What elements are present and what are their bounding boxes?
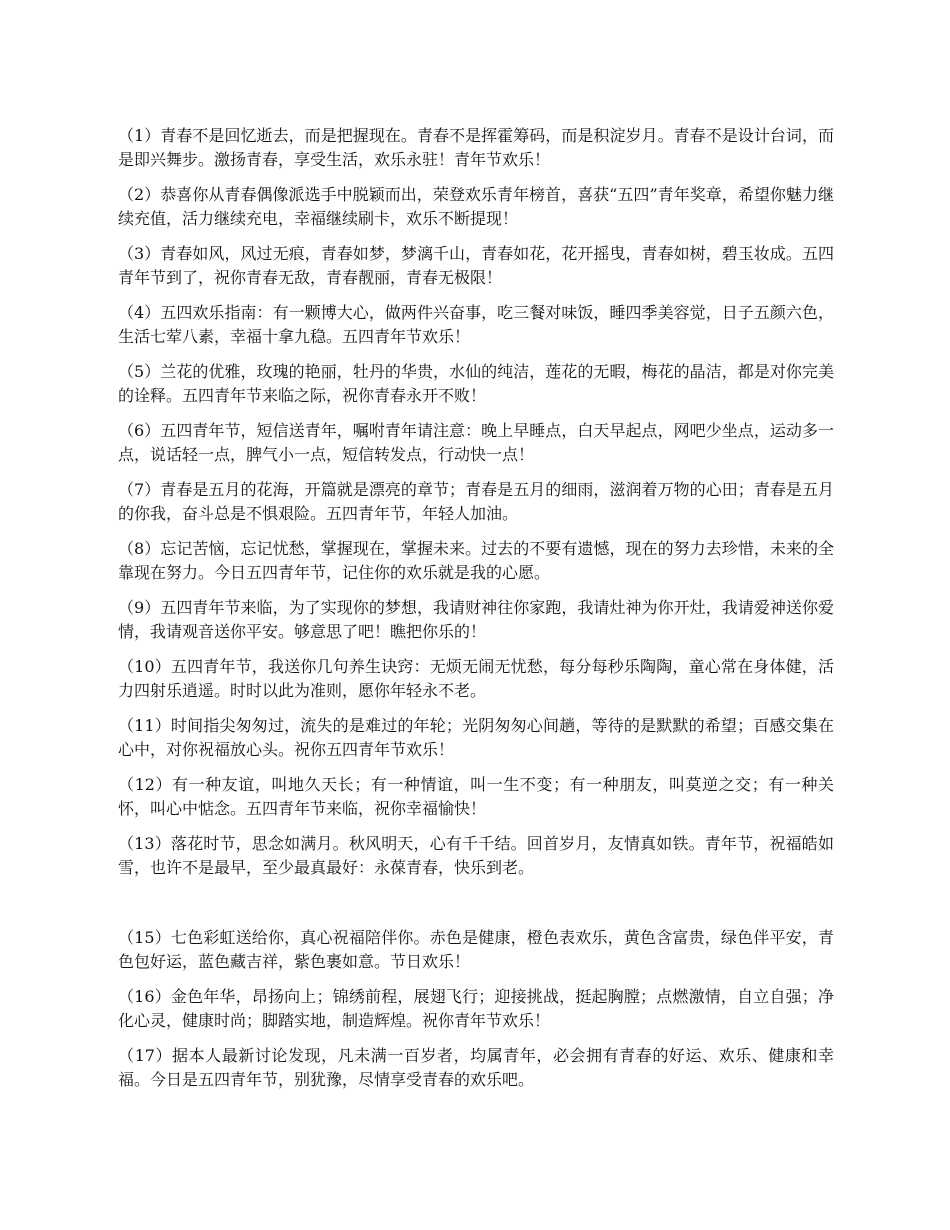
paragraph-5: （5）兰花的优雅，玫瑰的艳丽，牡丹的华贵，水仙的纯洁，莲花的无暇，梅花的晶洁，都是对你完美的诠释。五四青年节来临之际，祝你青春永开不败！ xyxy=(118,362,834,405)
paragraph-7: （7）青春是五月的花海，开篇就是漂亮的章节；青春是五月的细雨，滋润着万物的心田；青春是五月的你我，奋斗总是不惧艰险。五四青年节，年轻人加油。 xyxy=(118,480,834,523)
paragraph-6: （6）五四青年节，短信送青年，嘱咐青年请注意：晚上早睡点，白天早起点，网吧少坐点，运动多一点，说话轻一点，脾气小一点，短信转发点，行动快一点！ xyxy=(118,421,834,464)
paragraph-17: （17）据本人最新讨论发现，凡未满一百岁者，均属青年，必会拥有青春的好运、欢乐、健康和幸福。今日是五四青年节，别犹豫，尽情享受青春的欢乐吧。 xyxy=(118,1046,834,1089)
paragraph-9: （9）五四青年节来临，为了实现你的梦想，我请财神往你家跑，我请灶神为你开灶，我请爱神送你爱情，我请观音送你平安。够意思了吧！瞧把你乐的！ xyxy=(118,598,834,641)
paragraph-2: （2）恭喜你从青春偶像派选手中脱颖而出，荣登欢乐青年榜首，喜获“五四”青年奖章，希望你魅力继续充值，活力继续充电，幸福继续刷卡，欢乐不断提现！ xyxy=(118,185,834,228)
paragraph-10: （10）五四青年节，我送你几句养生诀窍：无烦无闹无忧愁，每分每秒乐陶陶，童心常在身体健，活力四射乐逍遥。时时以此为准则，愿你年轻永不老。 xyxy=(118,657,834,700)
document-page xyxy=(118,124,834,1103)
paragraph-11: （11）时间指尖匆匆过，流失的是难过的年轮；光阴匆匆心间趟，等待的是默默的希望；百感交集在心中，对你祝福放心头。祝你五四青年节欢乐！ xyxy=(118,716,834,759)
paragraph-12: （12）有一种友谊，叫地久天长；有一种情谊，叫一生不变；有一种朋友，叫莫逆之交；有一种关怀，叫心中惦念。五四青年节来临，祝你幸福愉快！ xyxy=(118,775,834,818)
paragraph-13: （13）落花时节，思念如满月。秋风明天，心有千千结。回首岁月，友情真如铁。青年节，祝福皓如雪，也许不是最早，至少最真最好：永葆青春，快乐到老。 xyxy=(118,834,834,877)
paragraph-15: （15）七色彩虹送给你，真心祝福陪伴你。赤色是健康，橙色表欢乐，黄色含富贵，绿色伴平安，青色包好运，蓝色藏吉祥，紫色裹如意。节日欢乐！ xyxy=(118,928,834,971)
paragraph-1: （1）青春不是回忆逝去，而是把握现在。青春不是挥霍筹码，而是积淀岁月。青春不是设计台词，而是即兴舞步。激扬青春，享受生活，欢乐永驻！青年节欢乐！ xyxy=(118,126,834,169)
paragraph-3: （3）青春如风，风过无痕，青春如梦，梦漓千山，青春如花，花开摇曳，青春如树，碧玉妆成。五四青年节到了，祝你青春无敌，青春靓丽，青春无极限！ xyxy=(118,244,834,287)
paragraph-8: （8）忘记苦恼，忘记忧愁，掌握现在，掌握未来。过去的不要有遗憾，现在的努力去珍惜，未来的全靠现在努力。今日五四青年节，记住你的欢乐就是我的心愿。 xyxy=(118,539,834,582)
paragraph-4: （4）五四欢乐指南：有一颗博大心，做两件兴奋事，吃三餐对味饭，睡四季美容觉，日子五颜六色，生活七荤八素，幸福十拿九稳。五四青年节欢乐！ xyxy=(118,303,834,346)
paragraph-16: （16）金色年华，昂扬向上；锦绣前程，展翅飞行；迎接挑战，挺起胸膛；点燃激情，自立自强；净化心灵，健康时尚；脚踏实地，制造辉煌。祝你青年节欢乐！ xyxy=(118,987,834,1030)
